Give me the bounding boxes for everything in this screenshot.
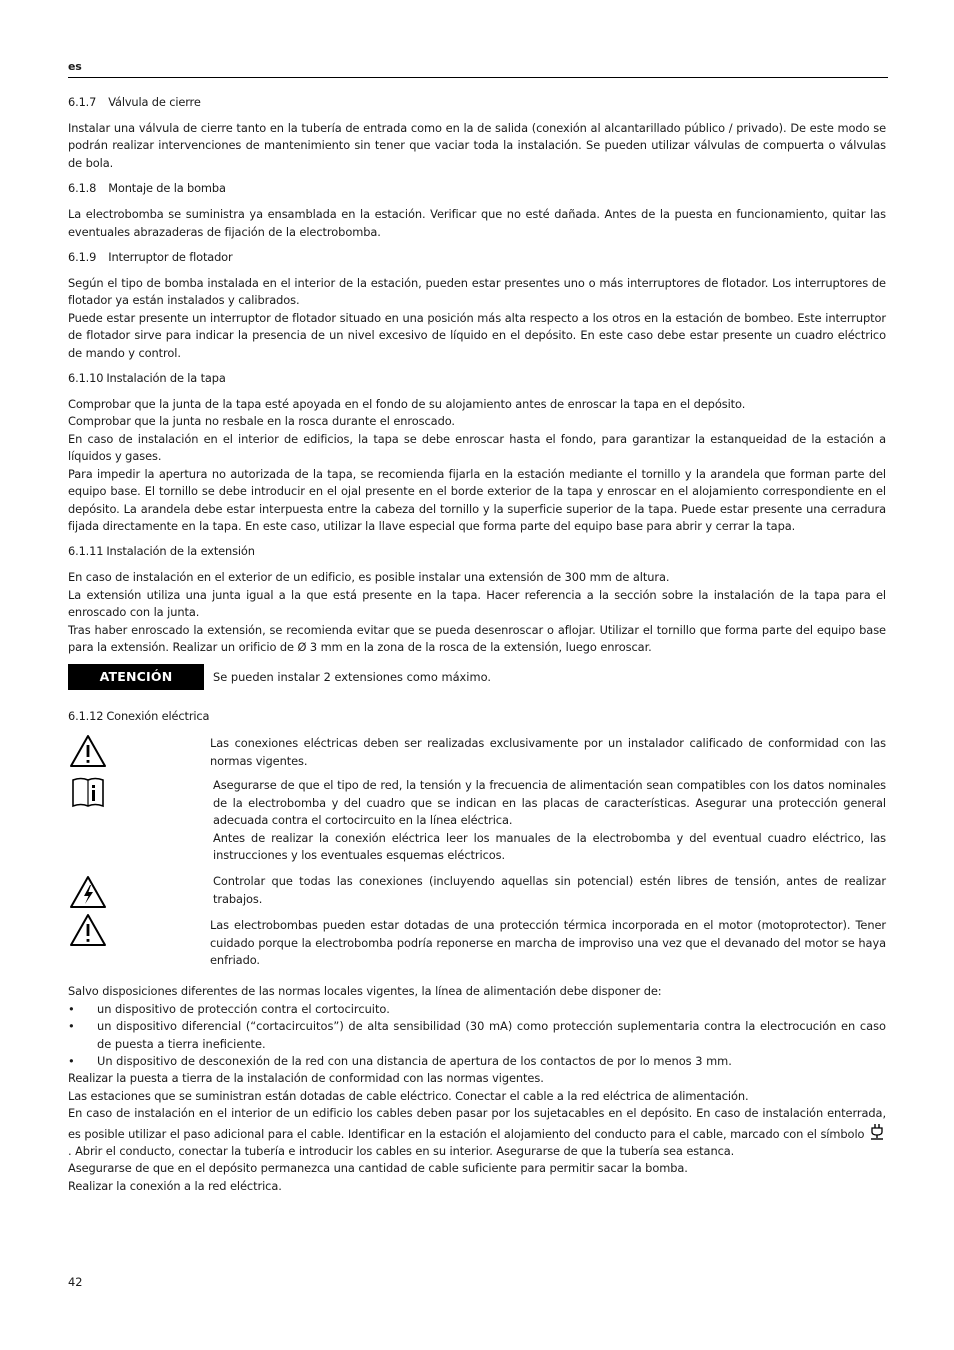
list-item: • un dispositivo de protección contra el cortocircuito.	[68, 1001, 886, 1018]
section-heading: 6.1.8 Montaje de la bomba	[68, 181, 226, 196]
list-item: • Un dispositivo de desconexión de la red con una distancia de apertura de los contactos de por lo menos 3 mm.	[68, 1053, 886, 1070]
paragraph: Comprobar que la junta de la tapa esté apoyada en el fondo de su alojamiento antes de enroscar la tapa en el depósito.	[68, 397, 746, 412]
section-heading: 6.1.9 Interruptor de flotador	[68, 250, 233, 265]
paragraph: Instalar una válvula de cierre tanto en la tubería de entrada como en la de salida (conexión al alcantarillado público / privado). De este modo se podrán realizar intervenciones de mantenimiento sin tener que vaciar toda la instalación. Se pueden utilizar válvulas de compuerta o válvulas de bola.	[68, 121, 886, 170]
cable-plug-icon	[870, 1123, 884, 1141]
icon-note-text: Antes de realizar la conexión eléctrica leer los manuales de la electrobomba y del eventual cuadro eléctrico, las instrucciones y los eventuales esquemas eléctricos.	[213, 830, 886, 862]
warning-triangle-icon	[68, 911, 108, 951]
section-heading: 6.1.12 Conexión eléctrica	[68, 709, 210, 724]
attention-text: Se pueden instalar 2 extensiones como máximo.	[213, 670, 491, 685]
icon-note-text: Controlar que todas las conexiones (incluyendo aquellas sin potencial) estén libres de tensión, antes de realizar trabajos.	[213, 874, 886, 906]
attention-note	[68, 664, 886, 692]
icon-note-text: Las conexiones eléctricas deben ser realizadas exclusivamente por un instalador calificado de conformidad con las normas vigentes.	[210, 736, 886, 768]
icon-note-3	[68, 873, 886, 911]
icon-note-text: Asegurarse de que el tipo de red, la tensión y la frecuencia de alimentación sean compatibles con los datos nominales de la electrobomba y del cuadro que se indican en las placas de características. Asegurar una protección general adecuada contra el cortocircuito en la línea eléctrica.	[213, 778, 886, 828]
paragraph: Salvo disposiciones diferentes de las normas locales vigentes, la línea de alimentación debe disponer de:	[68, 984, 662, 999]
paragraph: En caso de instalación en el interior de un edificio los cables deben pasar por los sujetacables en el depósito. En caso de instalación enterrada, es posible utilizar el paso adicional para el cable. Identificar en la estación el alojamiento del conducto para el cable, marcado con el símbolo . Abrir el conducto, conectar la tubería e introducir los cables en su interior. Asegurarse de que la tubería sea estanca.	[68, 1106, 886, 1158]
requirements-list	[68, 1001, 886, 1071]
electric-hazard-icon	[68, 873, 108, 913]
section-6-1-10	[68, 370, 886, 535]
section-6-1-7	[68, 94, 886, 172]
section-heading: 6.1.7 Válvula de cierre	[68, 95, 201, 109]
page-number: 42	[68, 1275, 83, 1289]
warning-triangle-icon	[68, 732, 108, 772]
header-rule	[68, 77, 888, 78]
document-body	[68, 94, 886, 1203]
section-heading: 6.1.10 Instalación de la tapa	[68, 371, 226, 386]
paragraph: Asegurarse de que en el depósito permanezca una cantidad de cable suficiente para permitir sacar la bomba.	[68, 1161, 688, 1176]
paragraph: Realizar la conexión a la red eléctrica.	[68, 1178, 282, 1193]
icon-note-text: Las electrobombas pueden estar dotadas de una protección térmica incorporada en el motor (motoprotector). Tener cuidado porque la electrobomba podría reponerse en marcha de improviso una vez que el devanado del motor se haya enfriado.	[210, 918, 886, 968]
paragraph: La extensión utiliza una junta igual a la que está presente en la tapa. Hacer referencia a la sección sobre la instalación de la tapa para el enroscado con la junta.	[68, 587, 886, 620]
paragraph: Las estaciones que se suministran están dotadas de cable eléctrico. Conectar el cable a la red eléctrica de alimentación.	[68, 1088, 749, 1103]
icon-note-4	[68, 917, 886, 969]
icon-note-2	[68, 777, 886, 865]
paragraph: La electrobomba se suministra ya ensamblada en la estación. Verificar que no esté dañada. Antes de la puesta en funcionamiento, quitar las eventuales abrazaderas de fijación de la electrobomba.	[68, 207, 886, 239]
paragraph: Puede estar presente un interruptor de flotador situado en una posición más alta respecto a los otros en la estación de bombeo. Este interruptor de flotador sirve para indicar la presencia de un nivel excesivo de líquido en el depósito. En este caso debe estar presente un cuadro eléctrico de mando y control.	[68, 310, 886, 360]
attention-label: ATENCIÓN	[68, 664, 204, 690]
list-item: • un dispositivo diferencial (“cortacircuitos”) de alta sensibilidad (30 mA) como protección suplementaria contra la electrocución en caso de puesta a tierra ineficiente.	[68, 1018, 886, 1053]
read-manual-icon	[68, 774, 108, 814]
paragraph: Realizar la puesta a tierra de la instalación de conformidad con las normas vigentes.	[68, 1071, 544, 1086]
section-6-1-12	[68, 708, 886, 1195]
paragraph: Para impedir la apertura no autorizada de la tapa, se recomienda fijarla en la estación mediante el tornillo y la arandela que forman parte del equipo base. El tornillo se debe introducir en el ojal presente en el borde exterior de la tapa y enroscar en el alojamiento correspondiente en el depósito. La arandela debe estar interpuesta entre la cabeza del tornillo y la superficie superior de la tapa. Puede estar presente una cerradura fijada directamente en la tapa. En este caso, utilizar la llave especial que forma parte del equipo base para abrir y cerrar la tapa.	[68, 466, 886, 533]
paragraph: Tras haber enroscado la extensión, se recomienda evitar que se pueda desenroscar o aflojar. Utilizar el tornillo que forma parte del equipo base para la extensión. Realizar un orificio de Ø 3 mm en la zona de la rosca de la extensión, luego enroscar.	[68, 622, 886, 654]
paragraph: Comprobar que la junta no resbale en la rosca durante el enroscado.	[68, 414, 455, 429]
icon-note-1	[68, 735, 886, 771]
section-heading: 6.1.11 Instalación de la extensión	[68, 544, 255, 559]
section-6-1-9	[68, 249, 886, 362]
paragraph: En caso de instalación en el interior de edificios, la tapa se debe enroscar hasta el fondo, para garantizar la estanqueidad de la estación a líquidos y gases.	[68, 431, 886, 464]
language-code: es	[68, 60, 82, 73]
paragraph: En caso de instalación en el exterior de un edificio, es posible instalar una extensión de 300 mm de altura.	[68, 570, 670, 585]
paragraph: Según el tipo de bomba instalada en el interior de la estación, pueden estar presentes uno o más interruptores de flotador. Los interruptores de flotador ya están instalados y calibrados.	[68, 276, 886, 308]
section-6-1-8	[68, 180, 886, 241]
section-6-1-11	[68, 543, 886, 656]
